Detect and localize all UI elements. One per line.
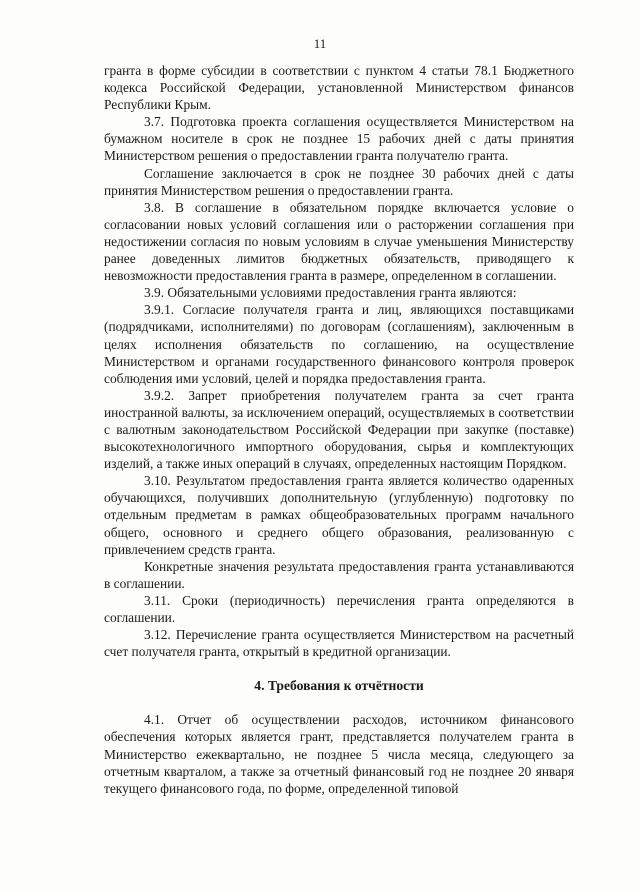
document-body <box>104 62 574 797</box>
paragraph-3-8: 3.8. В соглашение в обязательном порядке включается условие о согласовании новых условий соглашения или о расторжении соглашения при недостижении согласия по новым условиям в случае уменьшения Министерству ранее доведенных лимитов бюджетных обязательств, приводящего к невозможности предоставления гранта в размере, определенном в соглашении. <box>104 199 574 284</box>
paragraph-result-values: Конкретные значения результата предоставления гранта устанавливаются в соглашении. <box>104 558 574 591</box>
paragraph-3-10: 3.10. Результатом предоставления гранта является количество одаренных обучающихся, получивших дополнительную (углубленную) подготовку по отдельным предметам в рамках общеобразовательных программ начального общего, основного и среднего общего образования, реализованную с привлечением средств гранта. <box>104 473 574 557</box>
page-number: 11 <box>313 36 327 51</box>
paragraph-3-9-2: 3.9.2. Запрет приобретения получателем гранта за счет гранта иностранной валюты, за исключением операций, осуществляемых в соответствии с валютным законодательством Российской Федерации при закупке (поставке) высокотехнологичного импортного оборудования, сырья и комплектующих изделий, а также иных операций в случаях, определенных настоящим Порядком. <box>104 387 574 472</box>
paragraph-3-9: 3.9. Обязательными условиями предоставления гранта являются: <box>144 285 517 301</box>
paragraph-3-11: 3.11. Сроки (периодичность) перечисления гранта определяются в соглашении. <box>104 592 574 625</box>
section-heading: 4. Требования к отчётности <box>254 678 424 694</box>
paragraph-3-12: 3.12. Перечисление гранта осуществляется Министерством на расчетный счет получателя гранта, открытый в кредитной организации. <box>104 627 574 660</box>
paragraph-continuation: гранта в форме субсидии в соответствии с пунктом 4 статьи 78.1 Бюджетного кодекса Российской Федерации, установленной Министерством финансов Республики Крым. <box>104 63 574 113</box>
paragraph-3-7: 3.7. Подготовка проекта соглашения осуществляется Министерством на бумажном носителе в срок не позднее 15 рабочих дней с даты принятия Министерством решения о предоставлении гранта получателю гранта. <box>104 114 574 164</box>
paragraph-3-9-1: 3.9.1. Согласие получателя гранта и лиц, являющихся поставщиками (подрядчиками, исполнителями) по договорам (соглашениям), заключенным в целях исполнения обязательств по соглашению, на осуществление Министерством и органами государственного финансового контроля проверок соблюдения ими условий, целей и порядка предоставления гранта. <box>104 302 574 386</box>
paragraph-4-1: 4.1. Отчет об осуществлении расходов, источником финансового обеспечения которых является грант, представляется получателем гранта в Министерство ежеквартально, не позднее 5 числа месяца, следующего за отчетным кварталом, а также за отчетный финансовый год не позднее 20 января текущего финансового года, по форме, определенной типовой <box>104 712 574 796</box>
paragraph-agreement-term: Соглашение заключается в срок не позднее 30 рабочих дней с даты принятия Министерством решения о предоставлении гранта. <box>104 165 574 198</box>
